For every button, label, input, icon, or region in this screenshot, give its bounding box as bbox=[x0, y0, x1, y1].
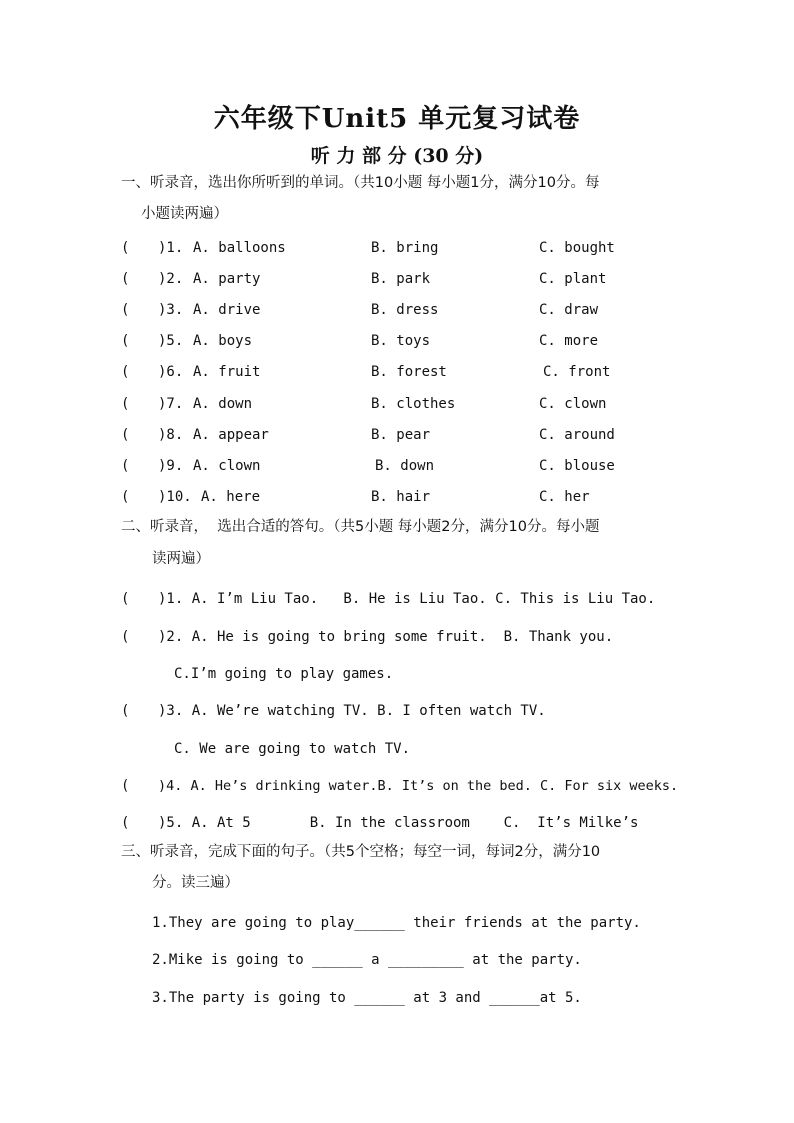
option-a: A. clown bbox=[193, 458, 261, 474]
section2-heading-line2: 读两遍） bbox=[152, 551, 210, 567]
question-text: )3. A. We’re watching TV. B. I often watch TV. bbox=[158, 703, 546, 719]
option-c: C. around bbox=[539, 427, 615, 443]
section1-heading-line2: 小题读两遍） bbox=[141, 206, 228, 222]
fill-in-sentence: 1.They are going to play______ their friends at the party. bbox=[152, 915, 641, 931]
option-b: B. dress bbox=[371, 302, 439, 318]
section3-heading-line2: 分。读三遍） bbox=[152, 875, 239, 891]
option-c: C. draw bbox=[539, 302, 599, 318]
answer-paren[interactable]: ( bbox=[121, 333, 130, 349]
question-text: )4. A. He’s drinking water.B. It’s on the bed. C. For six weeks. bbox=[158, 778, 679, 794]
option-c: C. bought bbox=[539, 240, 615, 256]
option-b: B. down bbox=[375, 458, 435, 474]
option-b: B. hair bbox=[371, 489, 431, 505]
option-a: A. drive bbox=[193, 302, 261, 318]
question-text: )1. A. I’m Liu Tao. B. He is Liu Tao. C. This is Liu Tao. bbox=[158, 591, 656, 607]
page-title: 六年级下Unit5 单元复习试卷 bbox=[213, 104, 581, 134]
question-option-continued: C.I’m going to play games. bbox=[174, 666, 394, 682]
option-a: A. boys bbox=[193, 333, 253, 349]
answer-paren[interactable]: ( bbox=[121, 629, 130, 645]
question-number: )7. bbox=[158, 396, 184, 412]
answer-paren[interactable]: ( bbox=[121, 458, 130, 474]
question-number: )9. bbox=[158, 458, 184, 474]
option-b: B. toys bbox=[371, 333, 431, 349]
option-a: A. down bbox=[193, 396, 253, 412]
option-c: C. front bbox=[543, 364, 611, 380]
answer-paren[interactable]: ( bbox=[121, 703, 130, 719]
answer-paren[interactable]: ( bbox=[121, 364, 130, 380]
answer-paren[interactable]: ( bbox=[121, 815, 130, 831]
option-a: A. party bbox=[193, 271, 261, 287]
question-text: )5. A. At 5 B. In the classroom C. It’s Milke’s bbox=[158, 815, 639, 831]
question-number: )1. bbox=[158, 240, 184, 256]
section3-heading-line1: 三、听录音，完成下面的句子。（共5个空格；每空一词，每词2分，满分10 bbox=[121, 844, 601, 860]
option-c: C. more bbox=[539, 333, 599, 349]
question-number: )3. bbox=[158, 302, 184, 318]
option-a: A. fruit bbox=[193, 364, 261, 380]
option-b: B. pear bbox=[371, 427, 431, 443]
question-number: )8. bbox=[158, 427, 184, 443]
option-b: B. clothes bbox=[371, 396, 456, 412]
answer-paren[interactable]: ( bbox=[121, 427, 130, 443]
answer-paren[interactable]: ( bbox=[121, 778, 130, 794]
fill-in-sentence: 3.The party is going to ______ at 3 and ______at 5. bbox=[152, 990, 582, 1006]
question-number: )10. bbox=[158, 489, 192, 505]
option-c: C. clown bbox=[539, 396, 607, 412]
question-option-continued: C. We are going to watch TV. bbox=[174, 741, 411, 757]
option-b: B. bring bbox=[371, 240, 439, 256]
option-c: C. blouse bbox=[539, 458, 615, 474]
option-a: A. here bbox=[201, 489, 261, 505]
option-b: B. forest bbox=[371, 364, 447, 380]
question-number: )2. bbox=[158, 271, 184, 287]
option-a: A. balloons bbox=[193, 240, 286, 256]
section1-heading-line1: 一、听录音，选出你所听到的单词。（共10小题 每小题1分，满分10分。每 bbox=[121, 175, 600, 191]
answer-paren[interactable]: ( bbox=[121, 591, 130, 607]
fill-in-sentence: 2.Mike is going to ______ a _________ at the party. bbox=[152, 952, 582, 968]
option-b: B. park bbox=[371, 271, 431, 287]
answer-paren[interactable]: ( bbox=[121, 489, 130, 505]
option-c: C. plant bbox=[539, 271, 607, 287]
page-subtitle: 听 力 部 分 (30 分) bbox=[310, 145, 484, 167]
answer-paren[interactable]: ( bbox=[121, 302, 130, 318]
answer-paren[interactable]: ( bbox=[121, 240, 130, 256]
option-c: C. her bbox=[539, 489, 590, 505]
question-number: )5. bbox=[158, 333, 184, 349]
question-number: )6. bbox=[158, 364, 184, 380]
option-a: A. appear bbox=[193, 427, 269, 443]
answer-paren[interactable]: ( bbox=[121, 271, 130, 287]
answer-paren[interactable]: ( bbox=[121, 396, 130, 412]
question-text: )2. A. He is going to bring some fruit. B. Thank you. bbox=[158, 629, 614, 645]
section2-heading-line1: 二、听录音， 选出合适的答句。（共5小题 每小题2分，满分10分。每小题 bbox=[121, 519, 600, 535]
